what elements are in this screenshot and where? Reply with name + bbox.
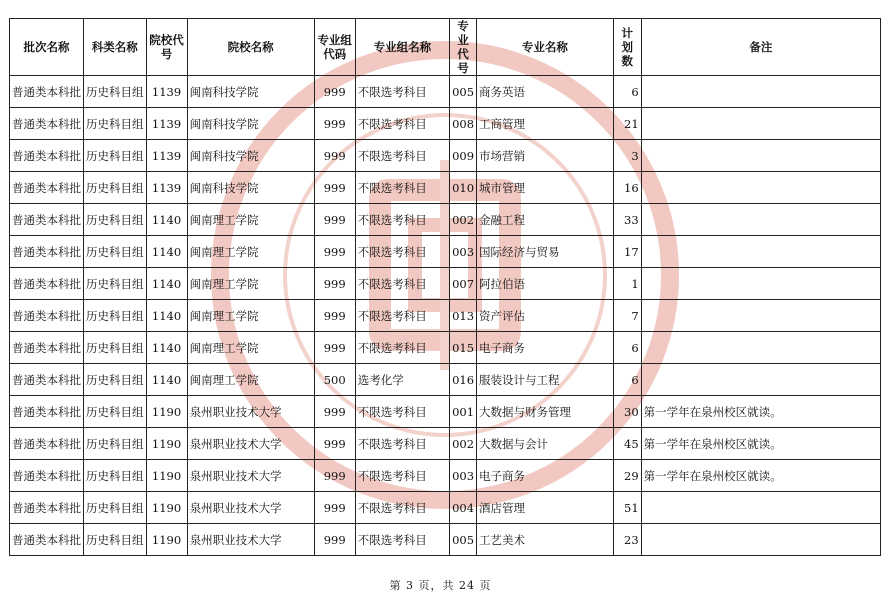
header-batch: 批次名称: [10, 19, 84, 76]
cell-plan: 6: [613, 364, 641, 396]
cell-group-code: 999: [314, 76, 355, 108]
cell-school-name: 闽南理工学院: [187, 204, 314, 236]
cell-batch: 普通类本科批: [10, 108, 84, 140]
cell-group-code: 999: [314, 172, 355, 204]
cell-batch: 普通类本科批: [10, 172, 84, 204]
cell-school-code: 1190: [146, 460, 187, 492]
header-note: 备注: [641, 19, 880, 76]
cell-school-name: 泉州职业技术大学: [187, 428, 314, 460]
cell-subject: 历史科目组: [84, 364, 147, 396]
cell-group-code: 999: [314, 396, 355, 428]
cell-major-code: 008: [450, 108, 477, 140]
cell-subject: 历史科目组: [84, 204, 147, 236]
cell-subject: 历史科目组: [84, 492, 147, 524]
cell-school-code: 1190: [146, 396, 187, 428]
cell-note: [641, 364, 880, 396]
cell-plan: 16: [613, 172, 641, 204]
cell-group-code: 999: [314, 300, 355, 332]
cell-group-code: 999: [314, 268, 355, 300]
table-row: [10, 428, 881, 460]
cell-school-name: 闽南理工学院: [187, 364, 314, 396]
table-row: [10, 300, 881, 332]
cell-school-code: 1190: [146, 492, 187, 524]
cell-batch: 普通类本科批: [10, 332, 84, 364]
table-row: [10, 76, 881, 108]
cell-major-code: 005: [450, 524, 477, 556]
cell-major-name: 电子商务: [477, 332, 614, 364]
header-row: [10, 19, 881, 76]
table-row: [10, 140, 881, 172]
cell-group-name: 不限选考科目: [355, 300, 449, 332]
table-row: [10, 332, 881, 364]
cell-major-name: 电子商务: [477, 460, 614, 492]
header-major-code: 专业代号: [450, 19, 477, 76]
cell-group-code: 999: [314, 236, 355, 268]
cell-subject: 历史科目组: [84, 300, 147, 332]
cell-school-code: 1140: [146, 204, 187, 236]
cell-major-code: 015: [450, 332, 477, 364]
cell-note: [641, 332, 880, 364]
cell-major-code: 002: [450, 204, 477, 236]
cell-plan: 17: [613, 236, 641, 268]
cell-school-name: 泉州职业技术大学: [187, 492, 314, 524]
cell-batch: 普通类本科批: [10, 492, 84, 524]
cell-group-name: 不限选考科目: [355, 204, 449, 236]
cell-school-code: 1140: [146, 364, 187, 396]
cell-group-code: 999: [314, 492, 355, 524]
cell-major-name: 服装设计与工程: [477, 364, 614, 396]
cell-major-name: 金融工程: [477, 204, 614, 236]
cell-batch: 普通类本科批: [10, 428, 84, 460]
cell-plan: 6: [613, 76, 641, 108]
cell-plan: 3: [613, 140, 641, 172]
cell-batch: 普通类本科批: [10, 396, 84, 428]
cell-group-name: 不限选考科目: [355, 236, 449, 268]
cell-subject: 历史科目组: [84, 76, 147, 108]
cell-note: 第一学年在泉州校区就读。: [641, 460, 880, 492]
cell-plan: 23: [613, 524, 641, 556]
cell-group-code: 500: [314, 364, 355, 396]
cell-major-name: 阿拉伯语: [477, 268, 614, 300]
cell-school-name: 闽南理工学院: [187, 300, 314, 332]
cell-school-name: 泉州职业技术大学: [187, 460, 314, 492]
cell-plan: 51: [613, 492, 641, 524]
cell-batch: 普通类本科批: [10, 524, 84, 556]
cell-note: [641, 108, 880, 140]
cell-major-name: 大数据与财务管理: [477, 396, 614, 428]
cell-school-code: 1190: [146, 428, 187, 460]
header-subject: 科类名称: [84, 19, 147, 76]
cell-note: [641, 300, 880, 332]
cell-batch: 普通类本科批: [10, 364, 84, 396]
cell-note: [641, 524, 880, 556]
cell-school-name: 闽南理工学院: [187, 236, 314, 268]
cell-group-name: 选考化学: [355, 364, 449, 396]
cell-major-code: 007: [450, 268, 477, 300]
cell-major-name: 大数据与会计: [477, 428, 614, 460]
cell-group-code: 999: [314, 460, 355, 492]
cell-subject: 历史科目组: [84, 268, 147, 300]
cell-group-code: 999: [314, 204, 355, 236]
cell-subject: 历史科目组: [84, 524, 147, 556]
cell-note: [641, 492, 880, 524]
cell-school-name: 泉州职业技术大学: [187, 396, 314, 428]
cell-major-name: 资产评估: [477, 300, 614, 332]
cell-group-name: 不限选考科目: [355, 332, 449, 364]
cell-note: [641, 76, 880, 108]
cell-major-code: 005: [450, 76, 477, 108]
cell-major-code: 003: [450, 236, 477, 268]
cell-major-name: 国际经济与贸易: [477, 236, 614, 268]
cell-subject: 历史科目组: [84, 140, 147, 172]
cell-major-code: 010: [450, 172, 477, 204]
cell-group-name: 不限选考科目: [355, 76, 449, 108]
table-row: [10, 396, 881, 428]
cell-school-code: 1140: [146, 300, 187, 332]
table-row: [10, 268, 881, 300]
cell-school-code: 1140: [146, 332, 187, 364]
cell-subject: 历史科目组: [84, 460, 147, 492]
header-school-name: 院校名称: [187, 19, 314, 76]
cell-note: 第一学年在泉州校区就读。: [641, 428, 880, 460]
cell-group-name: 不限选考科目: [355, 108, 449, 140]
cell-group-name: 不限选考科目: [355, 140, 449, 172]
cell-note: [641, 172, 880, 204]
table-body: [10, 76, 881, 556]
table-row: [10, 364, 881, 396]
table-row: [10, 236, 881, 268]
cell-major-name: 城市管理: [477, 172, 614, 204]
cell-group-code: 999: [314, 332, 355, 364]
cell-group-name: 不限选考科目: [355, 172, 449, 204]
cell-batch: 普通类本科批: [10, 140, 84, 172]
table-row: [10, 108, 881, 140]
cell-plan: 33: [613, 204, 641, 236]
cell-batch: 普通类本科批: [10, 76, 84, 108]
cell-major-name: 市场营销: [477, 140, 614, 172]
header-plan: 计划数: [613, 19, 641, 76]
cell-batch: 普通类本科批: [10, 204, 84, 236]
cell-school-name: 闽南理工学院: [187, 268, 314, 300]
cell-plan: 6: [613, 332, 641, 364]
cell-batch: 普通类本科批: [10, 268, 84, 300]
page-footer: 第 3 页，共 24 页: [389, 579, 492, 592]
cell-subject: 历史科目组: [84, 236, 147, 268]
cell-group-name: 不限选考科目: [355, 396, 449, 428]
header-group-code: 专业组代码: [314, 19, 355, 76]
cell-major-name: 工艺美术: [477, 524, 614, 556]
cell-plan: 21: [613, 108, 641, 140]
cell-school-code: 1139: [146, 140, 187, 172]
cell-batch: 普通类本科批: [10, 236, 84, 268]
cell-school-code: 1140: [146, 268, 187, 300]
cell-subject: 历史科目组: [84, 332, 147, 364]
cell-major-code: 009: [450, 140, 477, 172]
cell-major-code: 001: [450, 396, 477, 428]
header-school-code: 院校代号: [146, 19, 187, 76]
cell-group-code: 999: [314, 524, 355, 556]
cell-major-name: 商务英语: [477, 76, 614, 108]
cell-group-name: 不限选考科目: [355, 524, 449, 556]
table-row: [10, 204, 881, 236]
cell-school-name: 闽南理工学院: [187, 332, 314, 364]
cell-school-code: 1140: [146, 236, 187, 268]
cell-note: [641, 140, 880, 172]
cell-school-code: 1139: [146, 76, 187, 108]
cell-group-name: 不限选考科目: [355, 460, 449, 492]
cell-major-name: 酒店管理: [477, 492, 614, 524]
cell-plan: 45: [613, 428, 641, 460]
cell-note: [641, 236, 880, 268]
cell-subject: 历史科目组: [84, 172, 147, 204]
cell-school-name: 闽南科技学院: [187, 140, 314, 172]
cell-note: [641, 268, 880, 300]
cell-group-code: 999: [314, 428, 355, 460]
cell-school-code: 1190: [146, 524, 187, 556]
header-major-name: 专业名称: [477, 19, 614, 76]
cell-plan: 30: [613, 396, 641, 428]
cell-group-name: 不限选考科目: [355, 268, 449, 300]
cell-plan: 29: [613, 460, 641, 492]
cell-plan: 7: [613, 300, 641, 332]
cell-major-code: 013: [450, 300, 477, 332]
cell-note: [641, 204, 880, 236]
header-group-name: 专业组名称: [355, 19, 449, 76]
cell-plan: 1: [613, 268, 641, 300]
cell-batch: 普通类本科批: [10, 300, 84, 332]
cell-group-code: 999: [314, 108, 355, 140]
cell-group-name: 不限选考科目: [355, 492, 449, 524]
cell-school-code: 1139: [146, 172, 187, 204]
cell-subject: 历史科目组: [84, 108, 147, 140]
cell-subject: 历史科目组: [84, 396, 147, 428]
table-row: [10, 524, 881, 556]
cell-group-name: 不限选考科目: [355, 428, 449, 460]
cell-batch: 普通类本科批: [10, 460, 84, 492]
table-row: [10, 492, 881, 524]
cell-school-code: 1139: [146, 108, 187, 140]
cell-major-code: 003: [450, 460, 477, 492]
cell-school-name: 闽南科技学院: [187, 76, 314, 108]
cell-major-code: 004: [450, 492, 477, 524]
table-row: [10, 460, 881, 492]
cell-group-code: 999: [314, 140, 355, 172]
cell-major-name: 工商管理: [477, 108, 614, 140]
cell-school-name: 闽南科技学院: [187, 108, 314, 140]
table-row: [10, 172, 881, 204]
cell-subject: 历史科目组: [84, 428, 147, 460]
cell-major-code: 002: [450, 428, 477, 460]
cell-school-name: 闽南科技学院: [187, 172, 314, 204]
admission-plan-table: [9, 18, 881, 556]
cell-major-code: 016: [450, 364, 477, 396]
cell-school-name: 泉州职业技术大学: [187, 524, 314, 556]
cell-note: 第一学年在泉州校区就读。: [641, 396, 880, 428]
